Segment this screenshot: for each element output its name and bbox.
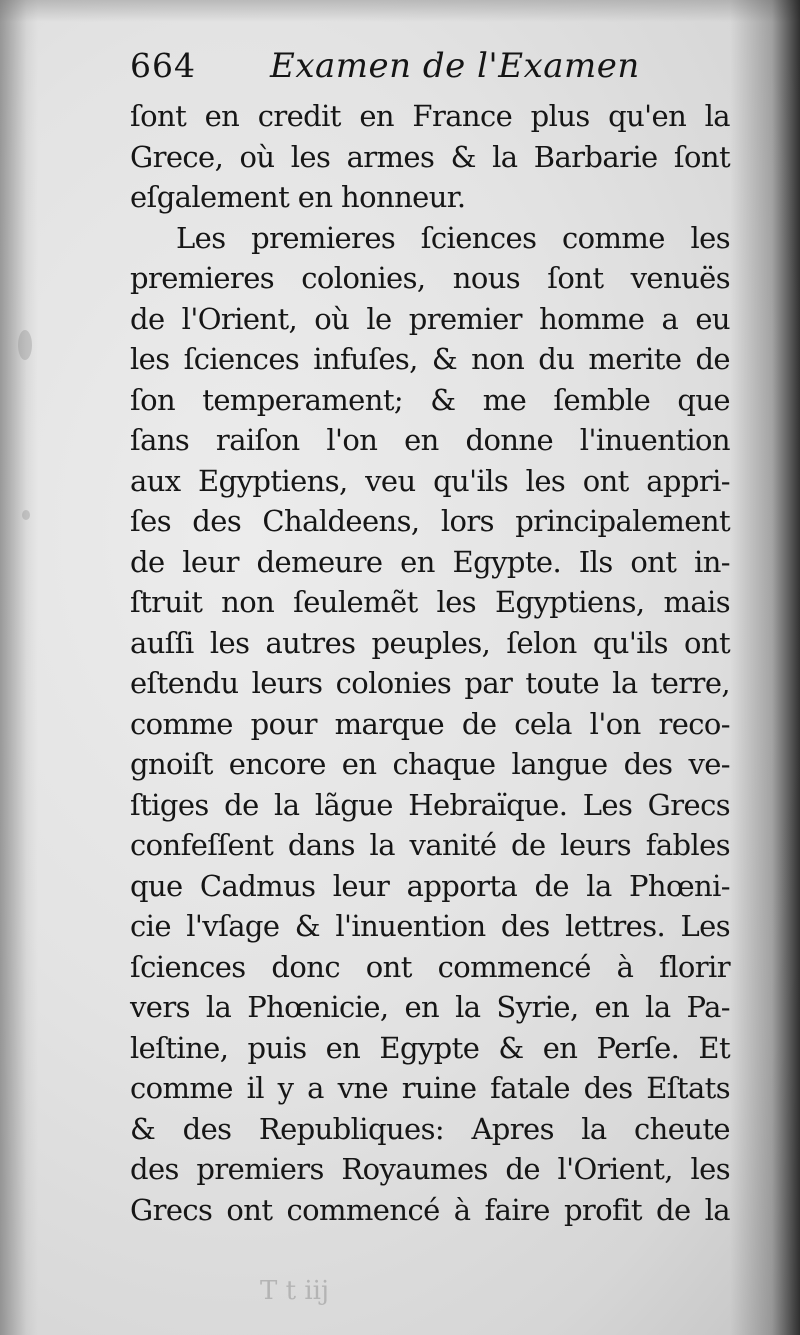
text-line: ſes des Chaldeens, lors principalement xyxy=(130,504,730,538)
running-title: Examen de l'Examen xyxy=(270,46,640,86)
text-line: gnoiſt encore en chaque langue des ve- xyxy=(130,747,730,781)
top-edge-shadow xyxy=(0,0,800,22)
text-line: premieres colonies, nous ſont venuës xyxy=(130,261,730,295)
text-line: ſans raiſon l'on en donne l'inuention xyxy=(130,423,730,457)
text-line: comme il y a vne ruine fatale des Eſtats xyxy=(130,1071,730,1105)
margin-stain xyxy=(18,330,32,360)
text-line: & des Republiques: Apres la cheute xyxy=(130,1111,730,1146)
text-line: les ſciences infuſes, & non du merite de xyxy=(130,342,730,376)
body-text xyxy=(130,96,730,1230)
text-line: comme pour marque de cela l'on reco- xyxy=(130,706,730,741)
text-line: auſſi les autres peuples, ſelon qu'ils ont xyxy=(130,625,730,660)
text-line: ſciences donc ont commencé à florir xyxy=(130,949,730,984)
text-line: que Cadmus leur apporta de la Phœni- xyxy=(130,868,730,903)
text-line: ſon temperament; & me ſemble que xyxy=(130,382,730,417)
text-line: de l'Orient, où le premier homme a eu xyxy=(130,301,730,336)
page-edge-shadow xyxy=(730,0,800,1335)
text-line: aux Egyptiens, veu qu'ils les ont appri- xyxy=(130,463,730,498)
signature-mark: T t iij xyxy=(260,1276,330,1306)
text-line: de leur demeure en Egypte. Ils ont in- xyxy=(130,544,730,579)
text-line: Les premieres ſciences comme les xyxy=(176,220,730,255)
text-line: Grecs ont commencé à faire profit de la xyxy=(130,1192,730,1227)
text-line: leſtine, puis en Egypte & en Perſe. Et xyxy=(130,1030,730,1065)
text-line: ſont en credit en France plus qu'en la xyxy=(130,99,730,133)
spine-shadow xyxy=(0,0,38,1335)
text-line: Grece, où les armes & la Barbarie ſont xyxy=(130,139,730,174)
text-line: eſtendu leurs colonies par toute la terre, xyxy=(130,666,730,700)
text-line: ſtiges de la lãgue Hebraïque. Les Grecs xyxy=(130,787,730,822)
margin-stain xyxy=(22,510,30,520)
text-line: eſgalement en honneur. xyxy=(130,180,466,214)
text-line: cie l'vſage & l'inuention des lettres. Les xyxy=(130,909,730,943)
text-line: vers la Phœnicie, en la Syrie, en la Pa- xyxy=(130,990,730,1024)
text-line: confeſſent dans la vanité de leurs fables xyxy=(130,828,730,862)
text-line: ſtruit non ſeulemẽt les Egyptiens, mais xyxy=(130,585,730,619)
page-number: 664 xyxy=(130,46,196,85)
page-header xyxy=(130,46,730,96)
text-line: des premiers Royaumes de l'Orient, les xyxy=(130,1152,730,1186)
